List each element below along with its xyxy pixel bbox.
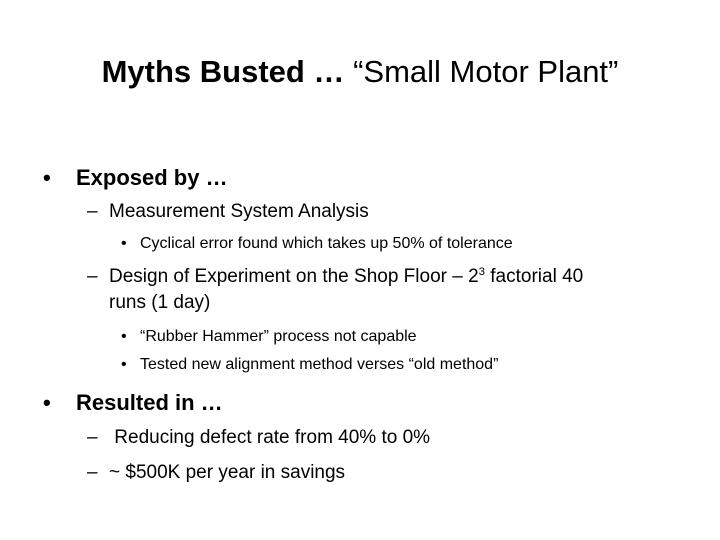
dash-marker: –: [87, 462, 98, 483]
msa-detail: Cyclical error found which takes up 50% of tolerance: [140, 235, 513, 252]
slide-title-rest: “Small Motor Plant”: [344, 54, 619, 89]
bullet-marker: •: [121, 235, 127, 252]
doe-item-text: Design of Experiment on the Shop Floor – 2: [109, 266, 479, 287]
slide-title-bold: Myths Busted …: [101, 54, 345, 89]
exposed-heading: Exposed by …: [76, 165, 228, 190]
doe-detail-1: “Rubber Hammer” process not capable: [140, 328, 417, 345]
result-item-1: Reducing defect rate from 40% to 0%: [109, 427, 431, 448]
doe-item: [109, 266, 583, 289]
doe-item-text-end: factorial 40: [485, 266, 584, 287]
dash-marker: –: [87, 201, 98, 222]
msa-item: Measurement System Analysis: [109, 201, 369, 222]
dash-marker: –: [87, 427, 98, 448]
slide-title: [0, 52, 720, 92]
dash-marker: –: [87, 266, 98, 287]
resulted-heading: Resulted in …: [76, 390, 223, 415]
bullet-marker: •: [121, 356, 127, 373]
doe-item-continued: runs (1 day): [109, 292, 211, 313]
bullet-marker: •: [43, 165, 51, 190]
bullet-marker: •: [43, 390, 51, 415]
doe-exponent: 3: [478, 266, 485, 279]
result-item-2: ~ $500K per year in savings: [109, 462, 346, 483]
bullet-marker: •: [121, 328, 127, 345]
doe-detail-2: Tested new alignment method verses “old method”: [140, 356, 499, 373]
